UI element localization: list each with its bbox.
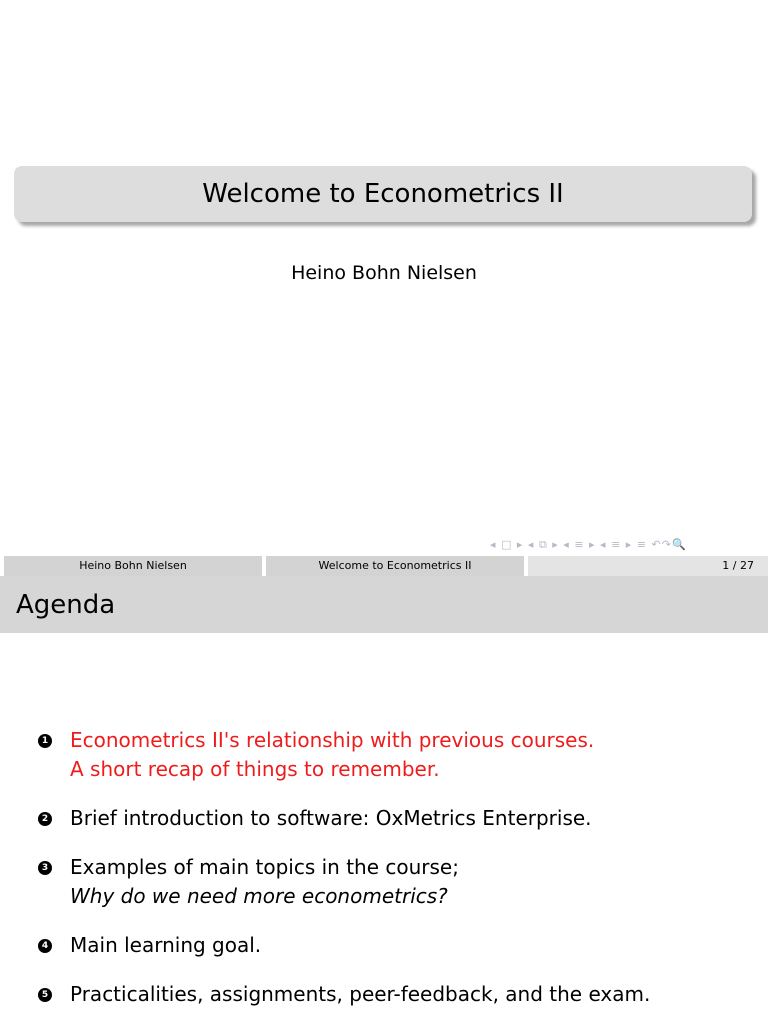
agenda-item-subtext: Why do we need more econometrics?: [70, 884, 448, 908]
agenda-item-text: Examples of main topics in the course;: [70, 855, 459, 879]
footer-title: Welcome to Econometrics II: [266, 556, 524, 576]
list-item: [38, 980, 758, 1009]
agenda-item-text: Econometrics II's relationship with previous courses.: [70, 728, 595, 752]
presentation-title: Welcome to Econometrics II: [202, 179, 564, 209]
numbered-bullet-icon: 5: [38, 988, 52, 1002]
footer-author: Heino Bohn Nielsen: [4, 556, 262, 576]
footer-page-number: 1 / 27: [528, 556, 768, 576]
author-name: Heino Bohn Nielsen: [291, 262, 477, 284]
numbered-bullet-icon: 2: [38, 812, 52, 826]
agenda-slide: [0, 576, 768, 1024]
agenda-item-text: Main learning goal.: [70, 933, 262, 957]
numbered-bullet-icon: 3: [38, 861, 52, 875]
list-item: [38, 804, 758, 833]
agenda-list: [38, 726, 758, 1009]
frame-title: Agenda: [16, 590, 116, 620]
numbered-bullet-icon: 4: [38, 939, 52, 953]
agenda-item-text: Practicalities, assignments, peer-feedback, and the exam.: [70, 982, 651, 1006]
list-item: [38, 853, 758, 911]
numbered-bullet-icon: 1: [38, 734, 52, 748]
slide-footer: [0, 556, 768, 576]
beamer-navigation-icons[interactable]: ◂ □ ▸ ◂ ⧉ ▸ ◂ ≡ ▸ ◂ ≡ ▸ ≡ ↶↷🔍: [490, 538, 687, 551]
agenda-item-subtext: A short recap of things to remember.: [70, 757, 440, 781]
list-item: [38, 931, 758, 960]
list-item: [38, 726, 758, 784]
frame-title-bar: [0, 576, 768, 633]
title-box: [14, 166, 752, 222]
agenda-item-text: Brief introduction to software: OxMetrics Enterprise.: [70, 806, 592, 830]
